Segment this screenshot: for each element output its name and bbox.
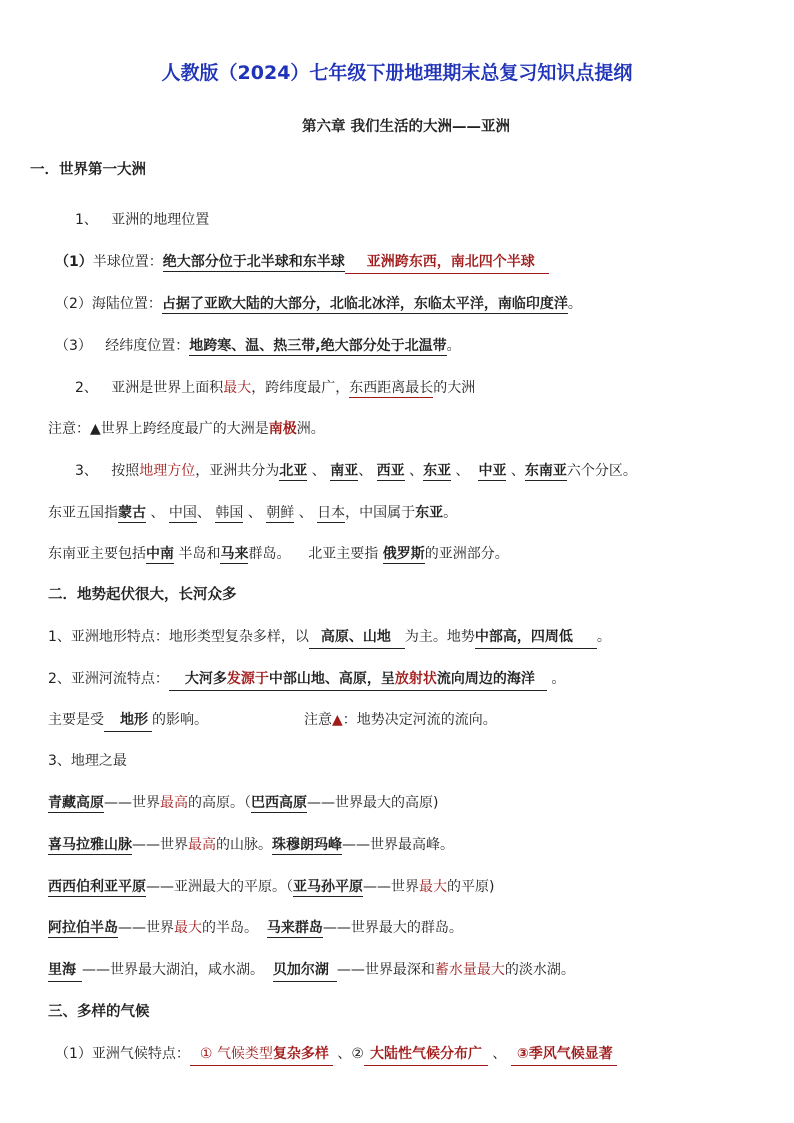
answer-red: 发源于 xyxy=(226,671,269,687)
answer-blank: 占据了亚欧大陆的大部分，北临北冰洋，东临太平洋，南临印度洋 xyxy=(161,296,568,312)
text: ：地势决定河流的流向。 xyxy=(342,712,497,728)
answer-red: 复杂多样 xyxy=(272,1046,329,1062)
superlative-row xyxy=(48,960,575,982)
sep: 、 xyxy=(196,505,211,521)
text: ——世界 xyxy=(132,837,188,853)
text: 半岛和 xyxy=(178,546,221,562)
text: 1、亚洲地形特点：地形类型复杂多样，以 xyxy=(48,629,309,645)
answer-blank: 地跨寒、温、热三带,绝大部分处于北温带 xyxy=(189,338,447,354)
answer-red: 最大 xyxy=(419,879,447,895)
text: ——世界 xyxy=(104,795,160,811)
hemisphere-line xyxy=(55,252,549,274)
answer-part: 流向周边的海洋 xyxy=(436,671,535,687)
region-blank: 中亚 xyxy=(478,463,507,479)
country-blank: 朝鲜 xyxy=(266,505,295,521)
section-2-heading: 二．地势起伏很大，长河众多 xyxy=(48,587,237,603)
answer-blank: 马来 xyxy=(220,546,249,562)
text: 的平原) xyxy=(447,879,495,895)
text: 的半岛。 xyxy=(202,920,258,936)
terrain-line xyxy=(48,627,611,649)
text: ——世界最大湖泊，咸水湖。 xyxy=(82,962,264,978)
answer-red: 最高 xyxy=(160,795,188,811)
answer-blank: 地形 xyxy=(120,712,148,728)
place-name: 阿拉伯半岛 xyxy=(48,920,118,936)
text: 的大洲 xyxy=(433,380,476,396)
superlative-row xyxy=(48,793,438,813)
item-1-3 xyxy=(75,461,637,481)
answer-blank: 绝大部分位于北半球和东半球 xyxy=(162,254,345,270)
item-number: 3、 xyxy=(75,463,98,479)
country-blank: 韩国 xyxy=(215,505,244,521)
answer-red: 最大 xyxy=(223,380,252,396)
answer-red: 气候类型 xyxy=(216,1046,273,1062)
item-text: 亚洲的地理位置 xyxy=(111,212,210,228)
superlative-row xyxy=(48,835,454,855)
rivers-line xyxy=(48,669,565,691)
sub-prefix: 海陆位置： xyxy=(91,296,162,312)
place-name: 贝加尔湖 xyxy=(272,962,329,978)
sub-label: （1） xyxy=(55,254,93,270)
text: 的高原。（ xyxy=(188,795,251,811)
sep: 、 xyxy=(510,463,525,479)
text: ——世界最大的群岛。 xyxy=(322,920,463,936)
text: 洲。 xyxy=(296,421,325,437)
sep: 、② xyxy=(337,1046,364,1062)
place-name: 亚马孙平原 xyxy=(293,879,363,895)
page-title: 人教版（2024）七年级下册地理期末总复习知识点提纲 xyxy=(161,62,633,84)
region-blank: 东亚 xyxy=(423,463,452,479)
text: ，亚洲共分为 xyxy=(195,463,280,479)
text: 的亚洲部分。 xyxy=(424,546,509,562)
region-blank: 北亚 xyxy=(279,463,308,479)
sea-land-line xyxy=(55,294,582,314)
answer-blank: 高原、山地 xyxy=(320,629,391,645)
sep: 、 xyxy=(358,463,373,479)
text: 亚洲是世界上面积 xyxy=(111,380,224,396)
sep: 、 xyxy=(298,505,313,521)
chapter-heading: 第六章 我们生活的大洲——亚洲 xyxy=(302,119,511,135)
note-label: 注意： xyxy=(48,421,90,437)
region-blank: 东南亚 xyxy=(524,463,567,479)
sub-label: （3） xyxy=(55,338,92,354)
punct: 。 xyxy=(567,296,582,312)
triangle-icon: ▲ xyxy=(332,712,343,728)
text: ，中国属于 xyxy=(345,505,416,521)
place-name: 喜马拉雅山脉 xyxy=(48,837,132,853)
place-name: 马来群岛 xyxy=(266,920,323,936)
country-blank: 中国 xyxy=(168,505,197,521)
sep: 、 xyxy=(247,505,262,521)
southeast-north-asia-line xyxy=(48,544,509,564)
text: 群岛。 xyxy=(248,546,291,562)
answer-blank: 俄罗斯 xyxy=(382,546,425,562)
answer-blank: 东西距离最长 xyxy=(349,380,434,396)
punct: 。 xyxy=(446,338,461,354)
place-name: 青藏高原 xyxy=(48,795,104,811)
text: （1）亚洲气候特点： xyxy=(55,1046,190,1062)
sep: 、 xyxy=(311,463,326,479)
item-1-1 xyxy=(75,210,209,230)
text: ——世界 xyxy=(118,920,174,936)
answer-blank-red: 亚洲跨东西，南北四个半球 xyxy=(366,254,535,270)
text: 主要是受 xyxy=(48,712,104,728)
answer: 东亚 xyxy=(415,505,444,521)
text: ——世界 xyxy=(363,879,419,895)
answer-blank: 中南 xyxy=(146,546,174,562)
place-name: 珠穆朗玛峰 xyxy=(272,837,342,853)
item-1-2 xyxy=(75,378,475,398)
text: 的淡水湖。 xyxy=(504,962,575,978)
text: 为主。地势 xyxy=(404,629,475,645)
region-blank: 南亚 xyxy=(330,463,359,479)
east-asia-line xyxy=(48,503,457,523)
place-name: 巴西高原 xyxy=(251,795,307,811)
text: ——亚洲最大的平原。（ xyxy=(146,879,293,895)
text: 的山脉。 xyxy=(216,837,272,853)
item-number: 2、 xyxy=(75,380,98,396)
answer-red: 蓄水量最大 xyxy=(434,962,505,978)
note-line xyxy=(48,419,325,439)
sep: 、 xyxy=(492,1046,507,1062)
section-1-heading: 一．世界第一大洲 xyxy=(30,162,146,178)
text: ——世界最大的高原) xyxy=(307,795,439,811)
text: 2、亚洲河流特点： xyxy=(48,671,169,687)
climate-features-line xyxy=(55,1044,617,1066)
answer-red: 地理方位 xyxy=(139,463,196,479)
influence-line xyxy=(48,710,208,732)
place-name: 里海 xyxy=(48,962,76,978)
answer-part: 大河多 xyxy=(184,671,227,687)
text: 东亚五国指 xyxy=(48,505,118,521)
superlative-row xyxy=(48,877,494,897)
punct: 。 xyxy=(551,671,566,687)
answer-red: 最高 xyxy=(188,837,216,853)
country-blank: 蒙古 xyxy=(118,505,146,521)
punct: 。 xyxy=(596,629,611,645)
answer-red: 放射状 xyxy=(394,671,437,687)
sep: 、 xyxy=(409,463,424,479)
answer-blank: 中部高，四周低 xyxy=(474,629,573,645)
text: ，跨纬度最广， xyxy=(251,380,350,396)
superlatives-heading: 3、地理之最 xyxy=(48,753,127,769)
sub-label: （2） xyxy=(55,296,92,312)
text: 东南亚主要包括 xyxy=(48,546,146,562)
sep: 、 xyxy=(150,505,165,521)
text: 的影响。 xyxy=(152,712,208,728)
note-label: 注意 xyxy=(304,712,332,728)
answer-red: 南极 xyxy=(268,421,297,437)
country-blank: 日本 xyxy=(317,505,346,521)
text: 六个分区。 xyxy=(566,463,637,479)
section-3-heading: 三、多样的气候 xyxy=(48,1004,150,1020)
answer-red: ③季风气候显著 xyxy=(516,1046,613,1062)
text: ▲世界上跨经度最广的大洲是 xyxy=(90,421,269,437)
text: ——世界最高峰。 xyxy=(342,837,454,853)
answer-part: 中部山地、高原，呈 xyxy=(268,671,395,687)
text: 按照 xyxy=(111,463,140,479)
latlon-line xyxy=(55,336,461,356)
text: 北亚主要指 xyxy=(308,546,379,562)
superlative-row xyxy=(48,918,463,938)
region-blank: 西亚 xyxy=(376,463,405,479)
text: ——世界最深和 xyxy=(336,962,435,978)
punct: 。 xyxy=(443,505,458,521)
influence-note xyxy=(304,710,497,730)
answer-red: ① xyxy=(199,1046,213,1062)
answer-red: 大陆性气候分布广 xyxy=(369,1046,482,1062)
place-name: 西西伯利亚平原 xyxy=(48,879,146,895)
answer-red: 最大 xyxy=(174,920,202,936)
sub-prefix: 经纬度位置： xyxy=(105,338,190,354)
item-number: 1、 xyxy=(75,212,98,228)
sub-prefix: 半球位置： xyxy=(92,254,163,270)
sep: 、 xyxy=(455,463,470,479)
